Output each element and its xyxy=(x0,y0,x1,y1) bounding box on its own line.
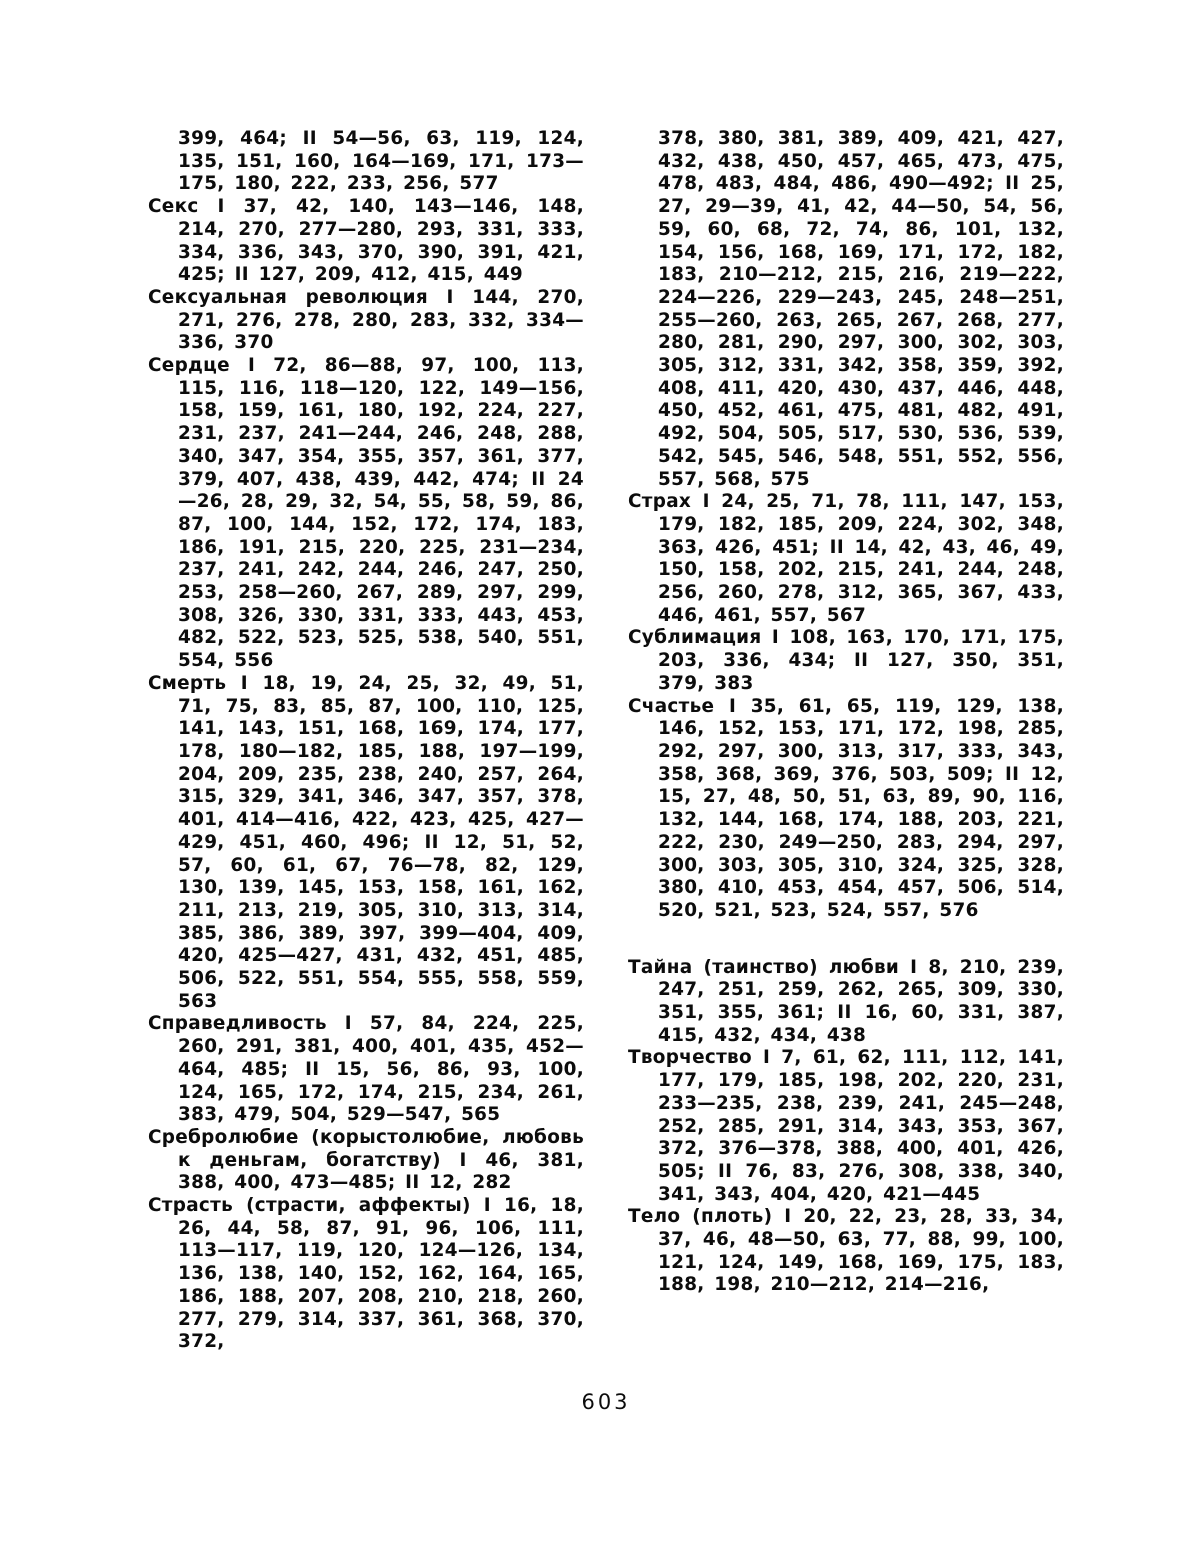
index-refs: 399, 464; II 54—56, 63, 119, 124, 135, 151, 160, 164—169, 171, 173—175, 180, 222, 233, 256, 577 xyxy=(178,128,584,195)
index-refs: I 37, 42, 140, 143—146, 148, 214, 270, 277—280, 293, 331, 333, 334, 336, 343, 370, 390, 391, 421, 425; II 127, 209, 412, 415, 449 xyxy=(178,196,584,286)
index-content xyxy=(148,128,1064,1354)
right-column xyxy=(628,128,1064,1354)
index-term: Тело (плоть) xyxy=(628,1206,773,1228)
index-refs: I 24, 25, 71, 78, 111, 147, 153, 179, 182, 185, 209, 224, 302, 348, 363, 426, 451; II 14, 42, 43, 46, 49, 150, 158, 202, 215, 241, 244, 248, 256, 260, 278, 312, 365, 367, 433, 446, 461, 557, 567 xyxy=(658,491,1064,626)
index-entry-continuation xyxy=(148,128,584,196)
index-term: Справедливость xyxy=(148,1013,327,1035)
index-refs: I 57, 84, 224, 225, 260, 291, 381, 400, 401, 435, 452—464, 485; II 15, 56, 86, 93, 100, 124, 165, 172, 174, 215, 234, 261, 383, 479, 504, 529—547, 565 xyxy=(178,1013,585,1126)
index-term: Творчество xyxy=(628,1047,752,1069)
index-term: Секс xyxy=(148,196,199,218)
index-term: Счастье xyxy=(628,695,715,717)
index-entry xyxy=(148,355,584,673)
index-refs: I 72, 86—88, 97, 100, 113, 115, 116, 118—120, 122, 149—156, 158, 159, 161, 180, 192, 224, 227, 231, 237, 241—244, 246, 248, 288, 340, 347, 354, 355, 357, 361, 377, 379, 407, 438, 439, 442, 474; II 24—26, 28, 29, 32, 54, 55, 58, 59, 86, 87, 100, 144, 152, 172, 174, 183, 186, 191, 215, 220, 225, 231—234, 237, 241, 242, 244, 246, 247, 250, 253, 258—260, 267, 289, 297, 299, 308, 326, 330, 331, 333, 443, 453, 482, 522, 523, 525, 538, 540, 551, 554, 556 xyxy=(178,355,585,672)
index-refs: I 20, 22, 23, 28, 33, 34, 37, 46, 48—50, 63, 77, 88, 99, 100, 121, 124, 149, 168, 169, 175, 183, 188, 198, 210—212, 214—216, xyxy=(658,1206,1065,1296)
index-entry xyxy=(628,491,1064,627)
index-term: Страсть (страсти, аффекты) xyxy=(148,1195,471,1217)
page-number: 603 xyxy=(581,1390,631,1414)
index-refs: I 46, 381, 388, 400, 473—485; II 12, 282 xyxy=(178,1149,585,1194)
index-entry xyxy=(148,287,584,355)
index-entry xyxy=(148,1127,584,1195)
index-refs: I 7, 61, 62, 111, 112, 141, 177, 179, 185, 198, 202, 220, 231, 233—235, 238, 239, 241, 245—248, 252, 285, 291, 314, 343, 353, 367, 372, 376—378, 388, 400, 401, 426, 505; II 76, 83, 276, 308, 338, 340, 341, 343, 404, 420, 421—445 xyxy=(658,1047,1064,1205)
index-term: Сексуальная революция xyxy=(148,286,428,308)
index-refs: I 144, 270, 271, 276, 278, 280, 283, 332, 334—336, 370 xyxy=(178,286,585,354)
index-term: Страх xyxy=(628,491,692,513)
index-refs: I 8, 210, 239, 247, 251, 259, 262, 265, 309, 330, 351, 355, 361; II 16, 60, 331, 387, 415, 432, 434, 438 xyxy=(658,956,1064,1046)
index-entry xyxy=(628,627,1064,695)
index-entry xyxy=(148,673,584,1014)
index-refs: I 16, 18, 26, 44, 58, 87, 91, 96, 106, 111, 113—117, 119, 120, 124—126, 134, 136, 138, 140, 152, 162, 164, 165, 186, 188, 207, 208, 210, 218, 260, 277, 279, 314, 337, 361, 368, 370, 372, xyxy=(178,1195,584,1353)
index-entry xyxy=(148,1195,584,1354)
left-column xyxy=(148,128,584,1354)
index-entry-continuation xyxy=(628,128,1064,491)
index-entry xyxy=(148,1013,584,1127)
index-refs: 378, 380, 381, 389, 409, 421, 427, 432, 438, 450, 457, 465, 473, 475, 478, 483, 484, 486, 490—492; II 25, 27, 29—39, 41, 42, 44—50, 54, 56, 59, 60, 68, 72, 74, 86, 101, 132, 154, 156, 168, 169, 171, 172, 182, 183, 210—212, 215, 216, 219—222, 224—226, 229—243, 245, 248—251, 255—260, 263, 265, 267, 268, 277, 280, 281, 290, 297, 300, 302, 303, 305, 312, 331, 342, 358, 359, 392, 408, 411, 420, 430, 437, 446, 448, 450, 452, 461, 475, 481, 482, 491, 492, 504, 505, 517, 530, 536, 539, 542, 545, 546, 548, 551, 552, 556, 557, 568, 575 xyxy=(658,128,1064,490)
index-term: Сребролюбие (корыстолюбие, любовь к деньгам, богатству) xyxy=(148,1126,584,1171)
index-term: Тайна (таинство) любви xyxy=(628,956,900,978)
index-entry xyxy=(628,696,1064,923)
index-entry xyxy=(148,196,584,287)
index-term: Сублимация xyxy=(628,627,762,649)
index-refs: I 108, 163, 170, 171, 175, 203, 336, 434; II 127, 350, 351, 379, 383 xyxy=(658,627,1064,694)
index-entry xyxy=(628,1047,1064,1206)
index-term: Сердце xyxy=(148,355,230,377)
index-refs: I 35, 61, 65, 119, 129, 138, 146, 152, 153, 171, 172, 198, 285, 292, 297, 300, 313, 317, 333, 343, 358, 368, 369, 376, 503, 509; II 12, 15, 27, 48, 50, 51, 63, 89, 90, 116, 132, 144, 168, 174, 188, 203, 221, 222, 230, 249—250, 283, 294, 297, 300, 303, 305, 310, 324, 325, 328, 380, 410, 453, 454, 457, 506, 514, 520, 521, 523, 524, 557, 576 xyxy=(658,695,1065,921)
index-entry xyxy=(628,957,1064,1048)
index-term: Смерть xyxy=(148,672,227,694)
index-refs: I 18, 19, 24, 25, 32, 49, 51, 71, 75, 83, 85, 87, 100, 110, 125, 141, 143, 151, 168, 169, 174, 177, 178, 180—182, 185, 188, 197—199, 204, 209, 235, 238, 240, 257, 264, 315, 329, 341, 346, 347, 357, 378, 401, 414—416, 422, 423, 425, 427—429, 451, 460, 496; II 12, 51, 52, 57, 60, 61, 67, 76—78, 82, 129, 130, 139, 145, 153, 158, 161, 162, 211, 213, 219, 305, 310, 313, 314, 385, 386, 389, 397, 399—404, 409, 420, 425—427, 431, 432, 451, 485, 506, 522, 551, 554, 555, 558, 559, 563 xyxy=(178,672,584,1012)
index-entry xyxy=(628,1206,1064,1297)
